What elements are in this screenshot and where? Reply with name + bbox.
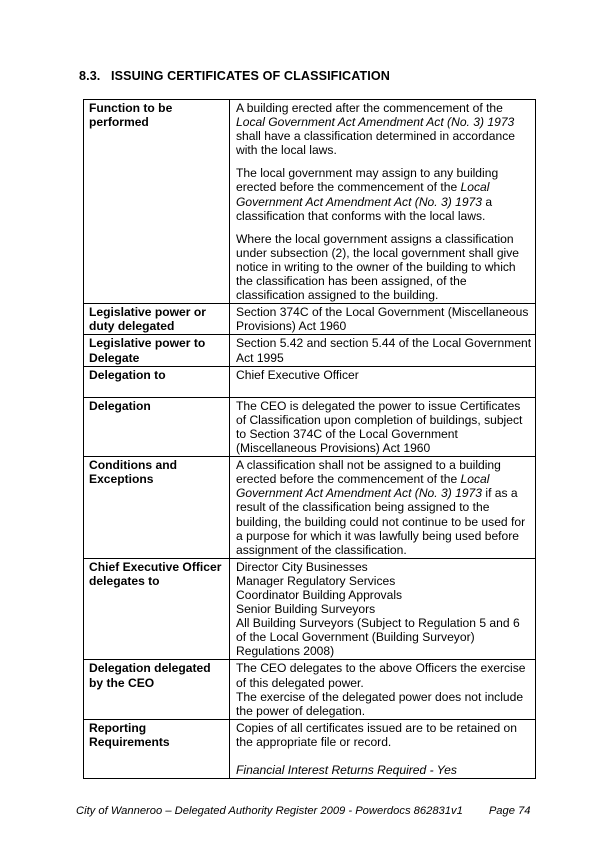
paragraph-text: The CEO delegates to the above Officers the exercise of this delegated power.: [236, 661, 526, 690]
paragraph-text: shall have a classification determined in accordance with the local laws.: [236, 129, 515, 158]
delegation-table: [83, 99, 536, 779]
paragraph-text: Senior Building Surveyors: [236, 602, 376, 617]
row-label: Chief Executive Officer delegates to: [84, 558, 230, 660]
page-number: Page 74: [488, 805, 531, 817]
table-row: [84, 335, 536, 366]
act-title-text: Financial Interest Returns Required - Yes: [236, 763, 457, 778]
table-row: [84, 457, 536, 559]
row-paragraph: [236, 749, 532, 763]
paragraph-text: The CEO is delegated the power to issue Certificates of Classification upon completion of buildings, subject to Section 374C of the Local Government (Miscellaneous Provisions) Act 1960: [236, 398, 523, 456]
row-paragraph: [236, 560, 532, 574]
paragraph-text: Manager Regulatory Services: [236, 573, 396, 588]
paragraph-text: Where the local government assigns a classification under subsection (2), the local government shall give notice in writing to the owner of the building to which the classification has been assigned, of the classification assigned to the building.: [236, 231, 520, 303]
paragraph-text: All Building Surveyors (Subject to Regulation 5 and 6 of the Local Government (Building Surveyor) Regulations 2008): [236, 616, 520, 659]
row-paragraph: [236, 690, 532, 718]
table-row: [84, 366, 536, 397]
row-paragraph: [236, 661, 532, 689]
row-value: [230, 660, 536, 719]
row-paragraph: [236, 458, 532, 557]
row-paragraph: [236, 616, 532, 658]
row-label: Delegation to: [84, 366, 230, 397]
row-value: [230, 335, 536, 366]
section-title: ISSUING CERTIFICATES OF CLASSIFICATION: [111, 69, 390, 83]
row-label: Reporting Requirements: [84, 719, 230, 778]
footer-text: City of Wanneroo – Delegated Authority Register 2009 - Powerdocs 862831v1: [76, 805, 463, 817]
row-paragraph: [236, 368, 532, 382]
table-row: [84, 397, 536, 456]
section-heading: [79, 69, 390, 83]
row-label: Delegation: [84, 397, 230, 456]
row-label: Function to be performed: [84, 100, 230, 304]
row-value: [230, 397, 536, 456]
paragraph-text: A classification shall not be assigned to a building erected before the commencement of the: [236, 458, 501, 487]
row-value: [230, 304, 536, 335]
row-paragraph: [236, 602, 532, 616]
act-title-text: Local Government Act Amendment Act (No. 3) 1973: [236, 115, 515, 130]
paragraph-text: A building erected after the commencement of the: [236, 101, 503, 115]
paragraph-text: if as a result of the classification being assigned to the building, the building could not continue to be used for a purpose for which it was lawfully being used before assignment of the classification.: [236, 486, 526, 557]
row-value: [230, 719, 536, 778]
row-paragraph: [236, 721, 532, 749]
act-title-text: Local Government Act Amendment Act (No. 3) 1973: [236, 180, 490, 209]
row-paragraph: [236, 336, 532, 364]
row-paragraph: [236, 101, 532, 157]
paragraph-text: Section 374C of the Local Government (Miscellaneous Provisions) Act 1960: [236, 305, 529, 334]
section-number: 8.3.: [79, 69, 101, 83]
table-row: [84, 304, 536, 335]
row-paragraph: [236, 588, 532, 602]
page-footer: [76, 805, 531, 817]
row-value: [230, 558, 536, 660]
paragraph-text: The local government may assign to any building erected before the commencement of the: [236, 166, 499, 195]
row-paragraph: [236, 399, 532, 455]
paragraph-text: Coordinator Building Approvals: [236, 588, 403, 602]
paragraph-text: Chief Executive Officer: [236, 367, 359, 382]
paragraph-text: Copies of all certificates issued are to be retained on the appropriate file or record.: [236, 720, 518, 749]
table-row: [84, 100, 536, 304]
row-paragraph: [236, 232, 532, 302]
row-value: [230, 100, 536, 304]
row-label: Conditions and Exceptions: [84, 457, 230, 559]
row-label: Legislative power or duty delegated: [84, 304, 230, 335]
table-row: [84, 660, 536, 719]
row-label: Delegation delegated by the CEO: [84, 660, 230, 719]
act-title-text: Local Government Act Amendment Act (No. 3) 1973: [236, 472, 490, 501]
row-value: [230, 366, 536, 397]
row-label: Legislative power to Delegate: [84, 335, 230, 366]
paragraph-text: The exercise of the delegated power does not include the power of delegation.: [236, 689, 524, 718]
delegation-table-body: [84, 100, 536, 779]
paragraph-text: Director City Businesses: [236, 559, 368, 574]
row-paragraph: [236, 763, 532, 777]
row-paragraph: [236, 574, 532, 588]
paragraph-text: a classification that conforms with the local laws.: [236, 194, 493, 223]
row-paragraph: [236, 305, 532, 333]
row-paragraph: [236, 166, 532, 222]
paragraph-text: Section 5.42 and section 5.44 of the Local Government Act 1995: [236, 336, 532, 365]
table-row: [84, 558, 536, 660]
row-value: [230, 457, 536, 559]
table-row: [84, 719, 536, 778]
